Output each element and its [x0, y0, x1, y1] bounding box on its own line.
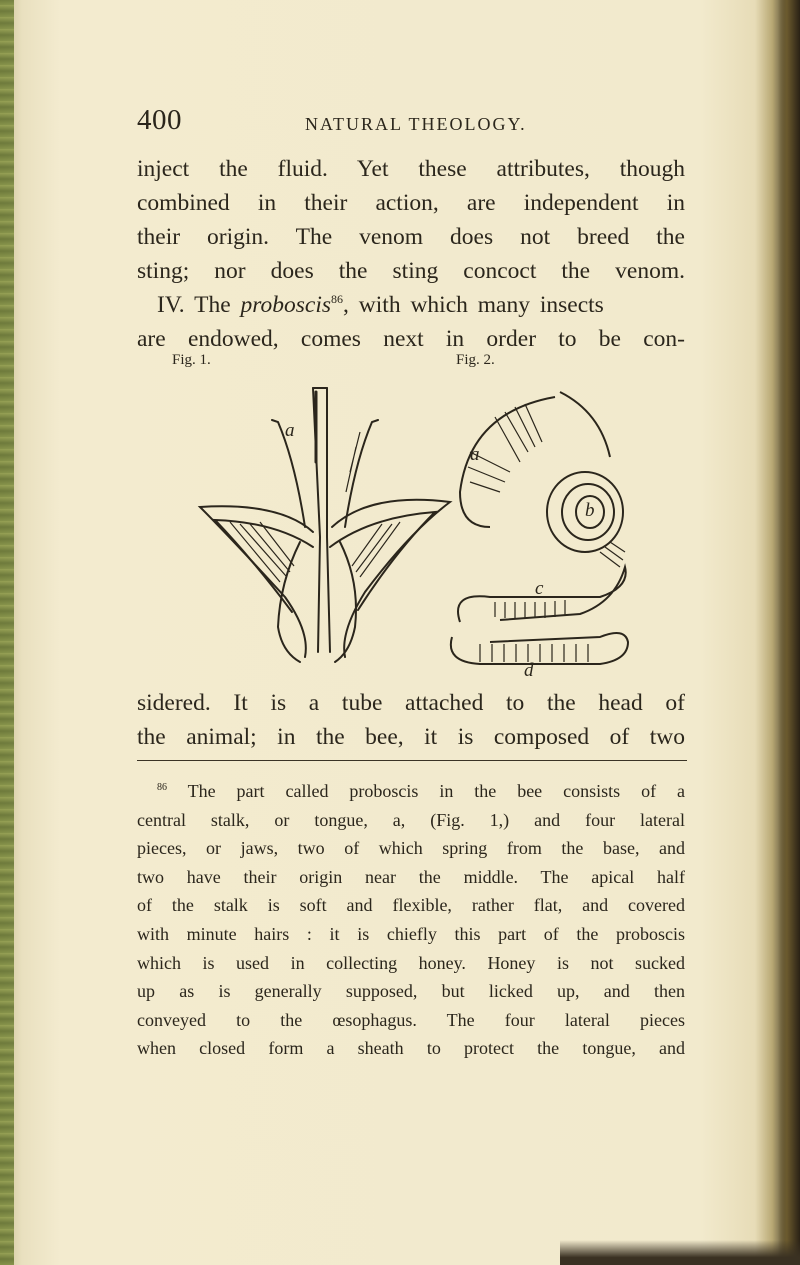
text-line: the animal; in the bee, it is composed of two — [137, 724, 685, 750]
footnote-reference: 86 — [331, 292, 344, 307]
page-header — [137, 104, 697, 144]
footnote-line: which is used in collecting honey. Honey is not sucked — [137, 952, 685, 973]
fig1-label: Fig. 1. — [172, 352, 211, 368]
italic-term: proboscis — [240, 292, 332, 318]
body-text-top — [137, 152, 685, 356]
footnote-line: two have their origin near the middle. The apical half — [137, 866, 685, 887]
footnote-line: central stalk, or tongue, a, (Fig. 1,) and four lateral — [137, 809, 685, 830]
footnote-line: pieces, or jaws, two of which spring from the base, and — [137, 838, 685, 859]
text-segment: , with which many insects — [343, 292, 604, 318]
text-segment: IV. The — [157, 292, 241, 318]
text-line-proboscis — [137, 288, 685, 322]
page-edge-shadow — [778, 0, 800, 1265]
footnote-line: of the stalk is soft and flexible, rather flat, and covered — [137, 895, 685, 916]
footnote-divider — [137, 760, 687, 761]
footnote-line — [137, 777, 685, 806]
footnote-line: with minute hairs : it is chiefly this part of the proboscis — [137, 923, 685, 944]
footnote — [137, 777, 685, 1063]
footnote-line: conveyed to the œsophagus. The four lateral pieces — [137, 1009, 685, 1030]
page-bottom-shadow — [560, 1240, 800, 1265]
footnote-text: The part called proboscis in the bee consists of a — [167, 781, 685, 801]
text-line: sting; nor does the sting concoct the venom. — [137, 258, 685, 284]
text-line: their origin. The venom does not breed the — [137, 224, 685, 250]
fig1-drawing — [160, 352, 680, 692]
text-line: inject the fluid. Yet these attributes, though — [137, 156, 685, 182]
fig2-label-c: c — [535, 578, 544, 599]
body-text-bottom — [137, 686, 685, 754]
running-head: NATURAL THEOLOGY. — [305, 114, 527, 134]
proboscis-illustration — [160, 352, 680, 692]
text-line: combined in their action, are independent in — [137, 190, 685, 216]
footnote-marker: 86 — [157, 782, 167, 793]
fig1-label-a: a — [285, 420, 295, 441]
text-line: sidered. It is a tube attached to the head of — [137, 690, 685, 716]
fig2-label-d: d — [524, 660, 534, 681]
footnote-line: when closed form a sheath to protect the tongue, and — [137, 1038, 685, 1059]
fig2-label: Fig. 2. — [456, 352, 495, 368]
text-line: are endowed, comes next in order to be con- — [137, 326, 685, 352]
page-number: 400 — [137, 104, 182, 136]
fig2-label-b: b — [585, 500, 595, 521]
fig2-label-a: a — [470, 444, 480, 465]
footnote-line: up as is generally supposed, but licked up, and then — [137, 981, 685, 1002]
book-binding-edge — [0, 0, 14, 1265]
